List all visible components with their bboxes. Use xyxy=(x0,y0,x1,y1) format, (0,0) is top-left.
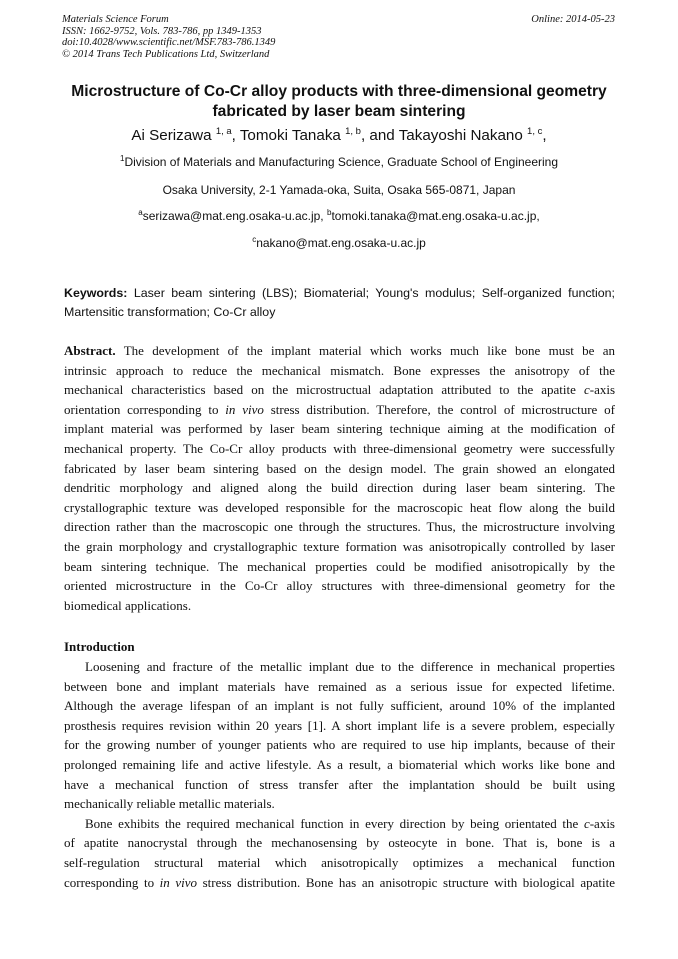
intro-line xyxy=(64,873,615,893)
title-line-2: fabricated by laser beam sintering xyxy=(212,103,466,120)
email-sup: c xyxy=(252,235,257,244)
author-sup: 1, b xyxy=(345,126,361,137)
affiliation-department: Division of Materials and Manufacturing Science, Graduate School of Engineering xyxy=(124,155,559,169)
abstract-line: crystallographic texture was developed responsible for the macroscopic heat flow along the build xyxy=(64,499,615,515)
email-c[interactable]: nakano@mat.eng.osaka-u.ac.jp xyxy=(256,236,426,250)
email-sup: b xyxy=(326,208,332,217)
intro-line: prosthesis requires revision within 20 years [1]. A short implant life is a severe problem, especially xyxy=(64,717,615,733)
title-line-1: Microstructure of Co-Cr alloy products with three-dimensional geometry xyxy=(71,83,607,100)
intro-line: Loosening and fracture of the metallic implant due to the difference in mechanical properties xyxy=(85,659,615,674)
abstract-line: the grain morphology and crystallographic texture formation was anisotropically controlled by laser xyxy=(64,538,615,554)
author-sup: 1, a xyxy=(215,126,232,137)
abstract-line: intrinsic approach to reduce the mechanical mismatch. Bone expresses the anisotropy of the xyxy=(64,362,615,378)
intro-line: mechanically reliable metallic materials. xyxy=(64,796,275,812)
intro-line: have a mechanical function of stress transfer after the implantation should be built using xyxy=(64,776,615,792)
intro-line: Although the average lifespan of an implant is not fully sufficient, around 10% of the implanted xyxy=(64,698,615,714)
keywords-label: Keywords: xyxy=(64,286,128,300)
email-b[interactable]: tomoki.tanaka@mat.eng.osaka-u.ac.jp, xyxy=(331,209,540,223)
intro-line: between bone and implant materials have remained as a serious issue for expected lifetime. xyxy=(64,678,615,694)
intro-italic: c xyxy=(583,815,590,831)
abstract-text: mechanical characteristics based on the microstructual adaptation attributed to the apatite xyxy=(64,382,576,398)
abstract-line xyxy=(64,380,615,400)
abstract-line xyxy=(64,341,615,361)
journal-name: Materials Science Forum xyxy=(62,14,169,25)
abstract-line: dendritic morphology and aligned along the build direction during laser beam sintering. The xyxy=(64,480,615,496)
paper-title xyxy=(40,82,638,122)
author-name: Ai Serizawa xyxy=(131,127,212,144)
author-name: Tomoki Tanaka xyxy=(239,127,341,144)
doi-line: doi:10.4028/www.scientific.net/MSF.783-786.1349 xyxy=(62,37,276,49)
abstract-line: fabricated by laser beam sintering based on the design model. The grain showed an elongated xyxy=(64,460,615,476)
intro-line: of apatite nanocrystal through the mechanosensing by osteocyte in bone. That is, bone is a xyxy=(64,835,615,851)
email-line-1 xyxy=(40,209,638,224)
introduction-body xyxy=(64,657,615,892)
author-list xyxy=(40,126,638,146)
abstract-line xyxy=(64,400,615,420)
abstract-line: oriented microstructure in the Co-Cr alloy structures with three-dimensional geometry for the xyxy=(64,578,615,594)
affiliation-address: Osaka University, 2-1 Yamada-oka, Suita, Osaka 565-0871, Japan xyxy=(162,183,516,197)
intro-italic: in vivo xyxy=(159,874,198,890)
intro-text: -axis xyxy=(589,815,615,831)
abstract-text: -axis xyxy=(589,382,616,398)
intro-text: stress distribution. Bone has an anisotropic structure with biological apatite xyxy=(202,874,616,890)
abstract-line: mechanical property. The Co-Cr alloy products with three-dimensional geometry were successfully xyxy=(64,440,615,456)
keywords xyxy=(64,284,615,323)
abstract-italic: in vivo xyxy=(225,401,264,417)
abstract-line: beam sintering technique. The mechanical properties could be modified anisotropically by the xyxy=(64,558,615,574)
intro-line: for the growing number of younger patients who are required to use hip implants, because of their xyxy=(64,737,615,753)
intro-line xyxy=(64,814,615,834)
email-line-2 xyxy=(40,236,638,251)
abstract-line: biomedical applications. xyxy=(64,597,192,613)
author-sep: , xyxy=(231,127,240,144)
abstract-text: orientation corresponding to xyxy=(64,401,219,417)
abstract-label: Abstract. xyxy=(64,343,116,358)
abstract-text: The development of the implant material which works much like bone must be an xyxy=(123,343,616,358)
email-sup: a xyxy=(138,208,143,217)
author-name: Takayoshi Nakano xyxy=(398,127,523,144)
intro-text: corresponding to xyxy=(64,874,155,890)
abstract-italic: c xyxy=(583,382,590,398)
online-date: Online: 2014-05-23 xyxy=(531,14,615,25)
intro-line: self-regulation structural material which anisotropically optimizes a mechanical function xyxy=(64,854,615,870)
keywords-text: Laser beam sintering (LBS); Biomaterial; Young's modulus; Self-organized function; Martensitic transformation; Co-Cr alloy xyxy=(64,286,615,320)
introduction-heading: Introduction xyxy=(64,639,135,654)
author-sep: , and xyxy=(360,127,399,144)
abstract-line: implant material was performed by laser beam sintering technique aiming at the modification of xyxy=(64,421,615,437)
affiliation-line-2 xyxy=(40,183,638,198)
abstract-text: stress distribution. Therefore, the control of microstructure of xyxy=(270,401,615,417)
email-a[interactable]: serizawa@mat.eng.osaka-u.ac.jp, xyxy=(142,209,324,223)
journal-header xyxy=(62,14,615,60)
abstract-line: direction rather than the macroscopic one through the structures. Thus, the microstructure involving xyxy=(64,519,615,535)
affiliation-line-1 xyxy=(40,155,638,170)
intro-line: prolonged remaining life and active lifestyle. As a result, a biomaterial which works like bone and xyxy=(64,756,615,772)
issn-line: ISSN: 1662-9752, Vols. 783-786, pp 1349-1353 xyxy=(62,25,262,37)
affiliation-sup: 1 xyxy=(119,154,125,163)
author-sep: , xyxy=(542,127,547,144)
copyright-line: © 2014 Trans Tech Publications Ltd, Switzerland xyxy=(62,48,270,60)
author-sup: 1, c xyxy=(527,126,543,137)
intro-text: Bone exhibits the required mechanical function in every direction by being orientated the xyxy=(85,815,579,831)
abstract xyxy=(64,341,615,615)
